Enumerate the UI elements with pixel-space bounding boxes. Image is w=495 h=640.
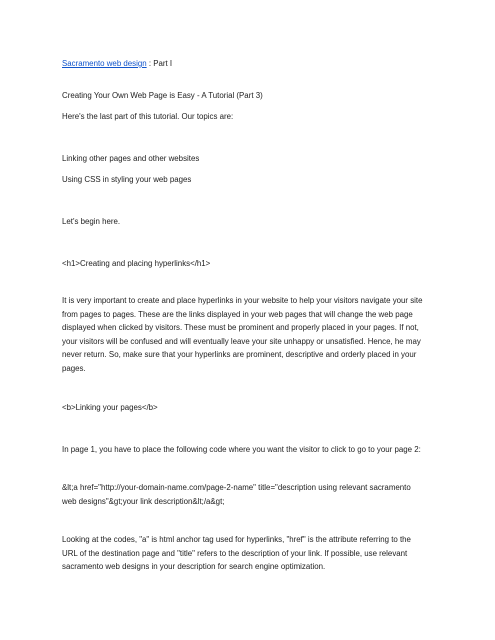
page1-instruction: In page 1, you have to place the following code where you want the visitor to click to go to your page 2: [62,445,421,454]
code-line: web designs"&gt;your link description&lt;/a&gt; [62,496,225,506]
hyperlinks-paragraph [62,294,442,375]
h1-heading-code: <h1>Creating and placing hyperlinks</h1> [62,259,211,268]
paragraph-line: from pages to pages. These are the links displayed in your web pages that will change the web page [62,309,413,319]
paragraph-line: URL of the destination page and "title" refers to the description of your link. If possible, use relevant [62,548,408,558]
paragraph-line: Looking at the codes, "a" is html anchor tag used for hyperlinks, "href" is the attribute referring to the [62,535,411,544]
paragraph-line: sacramento web designs in your description for search engine optimization. [62,562,326,571]
intro-text: Here's the last part of this tutorial. Our topics are: [62,112,234,121]
paragraph-line: displayed when clicked by visitors. These must be prominent and properly placed in your pages. If not, [62,323,419,332]
paragraph-line: your visitors will be confused and will eventually leave your site unhappy or unsatisfied. Hence, he may [62,336,421,346]
paragraph-line: never return. So, make sure that your hyperlinks are prominent, descriptive and orderly placed in your [62,350,417,359]
topic-item-linking: Linking other pages and other websites [62,154,200,163]
header-line [62,57,442,70]
code-block [62,481,442,508]
header-suffix: : Part I [146,59,173,68]
paragraph-line: It is very important to create and place hyperlinks in your website to help your visitors navigate your site [62,296,423,305]
document-title: Creating Your Own Web Page is Easy - A Tutorial (Part 3) [62,91,263,100]
paragraph-line: pages. [62,363,86,373]
code-line: &lt;a href="http://your-domain-name.com/page-2-name" title="description using relevant sacramento [62,483,411,492]
explanation-paragraph [62,533,442,574]
begin-text: Let's begin here. [62,217,121,226]
bold-heading-code: <b>Linking your pages</b> [62,403,158,412]
sacramento-web-design-link[interactable]: Sacramento web design [62,59,147,68]
topic-item-css: Using CSS in styling your web pages [62,175,192,184]
